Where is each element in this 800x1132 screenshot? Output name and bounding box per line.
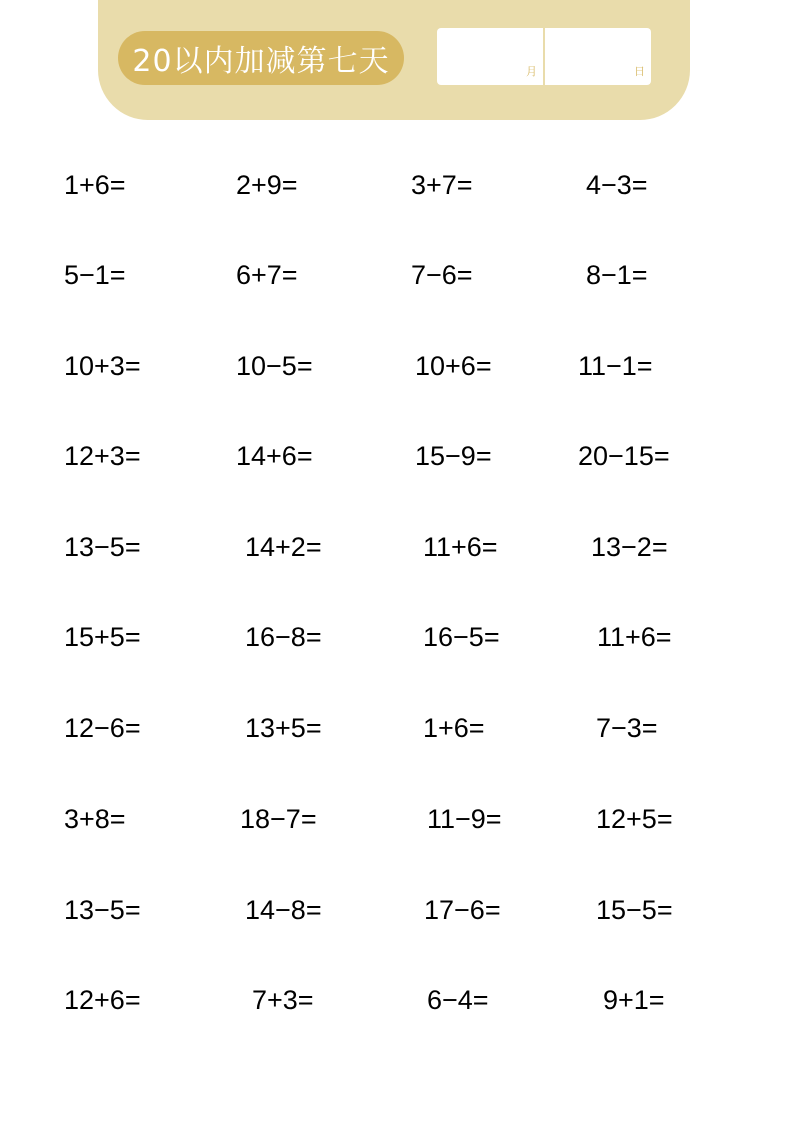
math-problem: 12+3=	[64, 441, 141, 471]
math-problem: 13+5=	[245, 713, 322, 743]
math-problem: 3+7=	[411, 170, 473, 200]
math-problem: 14+6=	[236, 441, 313, 471]
math-problem: 7+3=	[252, 985, 314, 1015]
math-problem: 11−1=	[578, 351, 653, 381]
math-problem: 12+6=	[64, 985, 141, 1015]
math-problem: 13−5=	[64, 532, 141, 562]
math-problem: 16−8=	[245, 622, 322, 652]
day-field[interactable]	[545, 28, 651, 85]
math-problem: 11−9=	[427, 804, 502, 834]
math-problem: 11+6=	[423, 532, 498, 562]
math-problem: 9+1=	[603, 985, 665, 1015]
math-problem: 5−1=	[64, 260, 126, 290]
math-problem: 8−1=	[586, 260, 648, 290]
month-label: 月	[526, 65, 537, 78]
math-problem: 10+3=	[64, 351, 141, 381]
math-problem: 15−5=	[596, 895, 673, 925]
math-problem: 18−7=	[240, 804, 317, 834]
math-problem: 7−3=	[596, 713, 658, 743]
math-problem: 15+5=	[64, 622, 141, 652]
math-problem: 10+6=	[415, 351, 492, 381]
math-problem: 13−5=	[64, 895, 141, 925]
math-problem: 6−4=	[427, 985, 489, 1015]
math-problem: 6+7=	[236, 260, 298, 290]
math-problem: 4−3=	[586, 170, 648, 200]
math-problem: 2+9=	[236, 170, 298, 200]
math-problem: 12−6=	[64, 713, 141, 743]
math-problem: 12+5=	[596, 804, 673, 834]
math-problem: 14−8=	[245, 895, 322, 925]
math-problem: 1+6=	[64, 170, 126, 200]
math-problem: 17−6=	[424, 895, 501, 925]
math-problem: 15−9=	[415, 441, 492, 471]
math-problem: 7−6=	[411, 260, 473, 290]
month-field[interactable]	[437, 28, 543, 85]
math-problem: 1+6=	[423, 713, 485, 743]
day-label: 日	[634, 65, 645, 78]
math-problem: 20−15=	[578, 441, 670, 471]
math-problem: 16−5=	[423, 622, 500, 652]
math-problem: 14+2=	[245, 532, 322, 562]
math-problem: 11+6=	[597, 622, 672, 652]
math-problem: 13−2=	[591, 532, 668, 562]
worksheet-title: 20以内加减第七天	[118, 31, 404, 85]
math-problem: 3+8=	[64, 804, 126, 834]
math-problem: 10−5=	[236, 351, 313, 381]
